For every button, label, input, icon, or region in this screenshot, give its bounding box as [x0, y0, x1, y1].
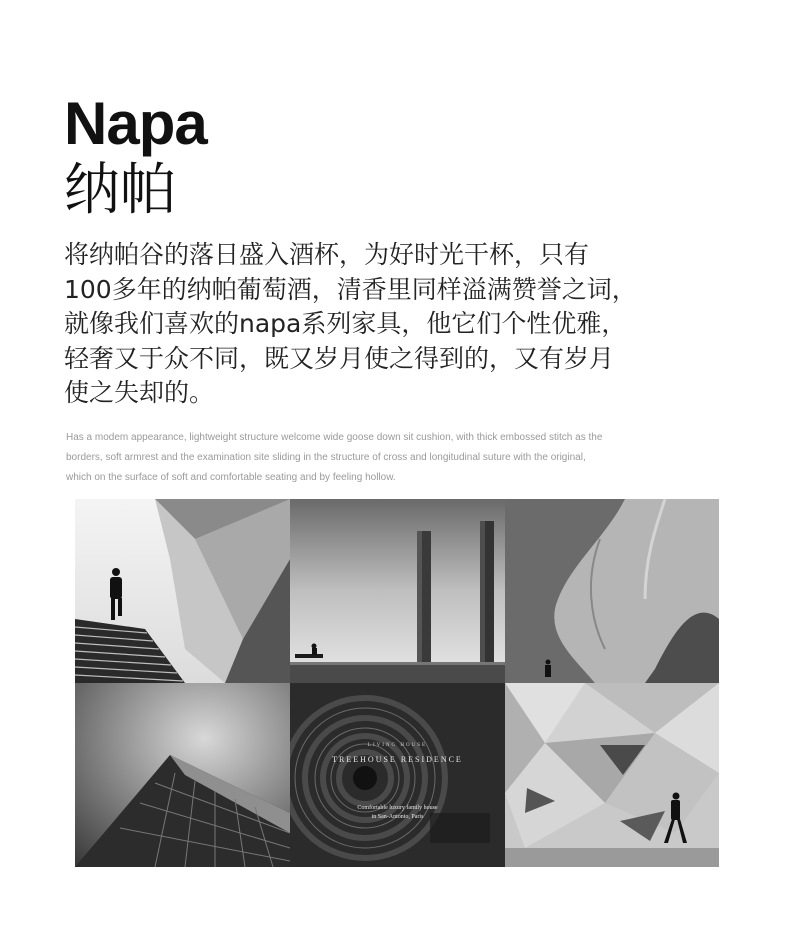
book-caption-line: in San-Antonio, Paris [371, 814, 424, 820]
photo-twin-towers [290, 499, 505, 683]
photo-gallery [75, 499, 719, 867]
photo-book-cover [290, 683, 505, 867]
title-en: Napa [64, 90, 207, 157]
book-caption [290, 804, 505, 822]
book-title: TREEHOUSE RESIDENCE [332, 755, 463, 764]
description-cn-line: 就像我们喜欢的napa系列家具，他它们个性优雅， [64, 309, 627, 338]
description-cn-line: 使之失却的。 [64, 378, 215, 407]
description-cn-line: 100多年的纳帕葡萄酒，清香里同样溢满赞誉之词， [64, 274, 637, 304]
description-en [66, 428, 686, 488]
description-en-line: which on the surface of soft and comfortable seating and by feeling hollow. [66, 472, 396, 483]
description-cn [64, 238, 704, 411]
photo-curved-architecture [505, 499, 719, 683]
photo-triangle-wall [505, 683, 719, 867]
description-en-line: Has a modem appearance, lightweight structure welcome wide goose down sit cushion, with thick embossed stitch as the [66, 432, 603, 443]
description-en-line: borders, soft armrest and the examination site sliding in the structure of cross and longitudinal suture with the original, [66, 452, 586, 463]
description-cn-line: 轻奢又于众不同，既又岁月使之得到的，又有岁月 [64, 343, 615, 373]
book-caption-line: Comfortable luxury family house [357, 805, 438, 811]
book-kicker: LIVING HOUSE [367, 743, 428, 748]
description-cn-line: 将纳帕谷的落日盛入酒杯，为好时光干杯，只有 [64, 240, 590, 269]
title-cn: 纳帕 [64, 158, 176, 223]
photo-glass-tower [75, 683, 290, 867]
photo-stairs-climber [75, 499, 290, 683]
